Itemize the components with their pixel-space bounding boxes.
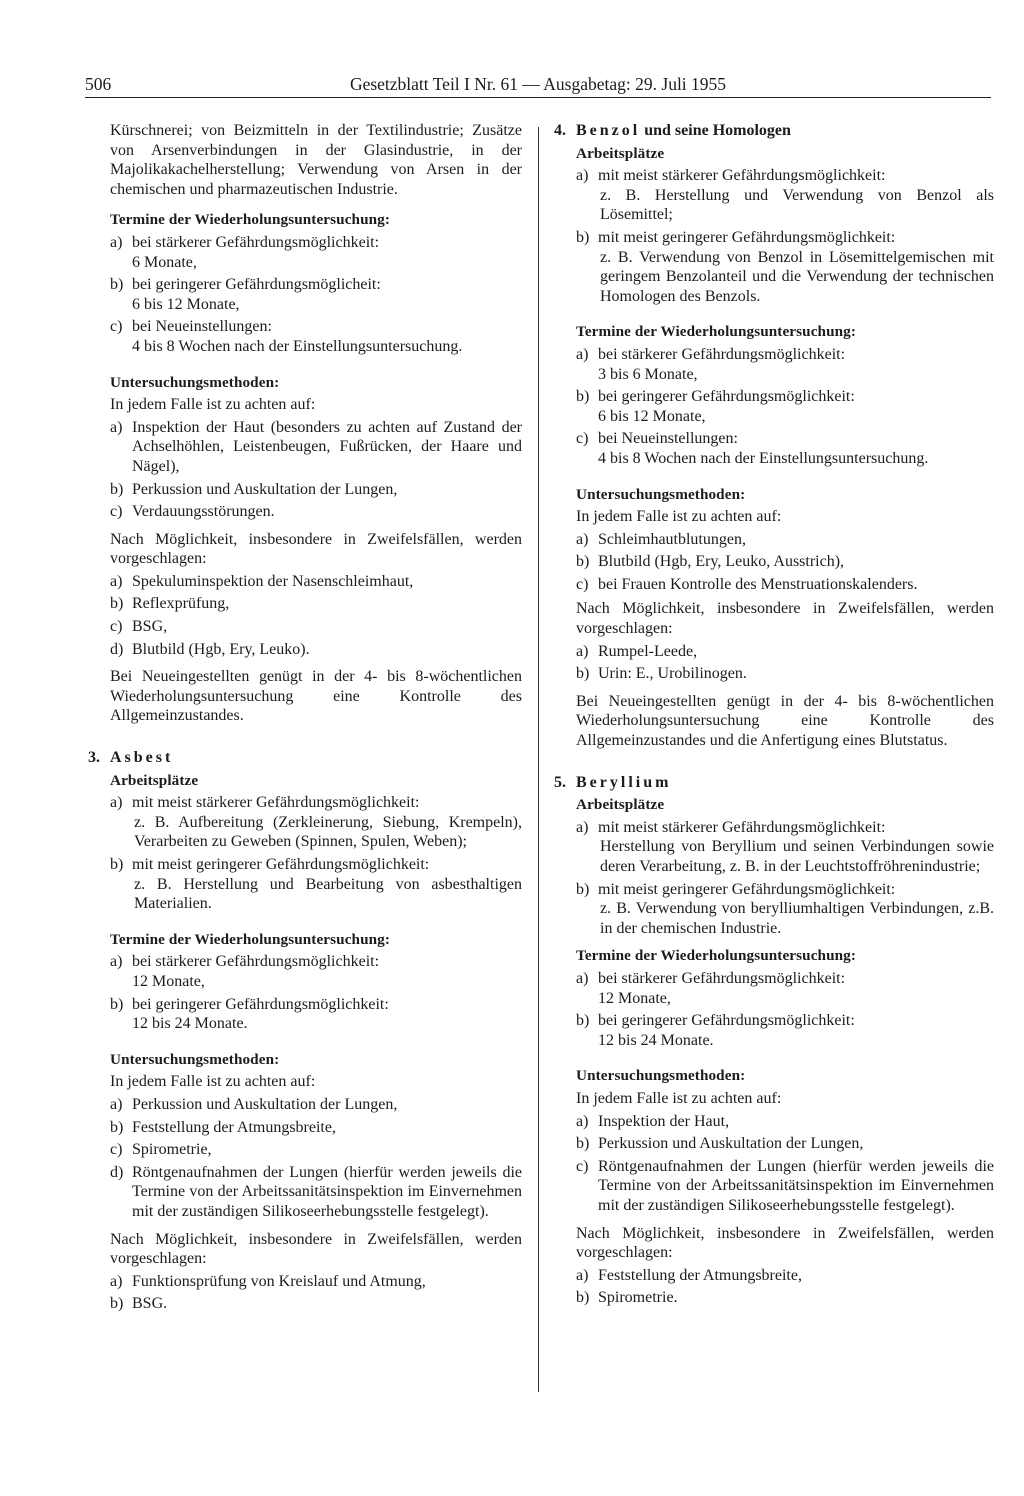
- termine-heading: Termine der Wiederholungsuntersuchung:: [576, 323, 857, 341]
- right-column: [554, 121, 994, 1308]
- list-item-detail: z. B. Aufbereitung (Zerkleinerung, Siebung, Krempeln), Verarbeiten zu Geweben (Spinnen, Spulen, Weben);: [134, 813, 522, 851]
- list-item: d) Röntgenaufnahmen der Lungen (hierfür werden jeweils die Termine von der Arbeitssanitätsinspektion im Einvernehmen mit der zuständigen Silikoseerhebungsstelle festgelegt).: [110, 1163, 522, 1220]
- methoden-heading: Untersuchungsmethoden:: [576, 1067, 746, 1085]
- list-item-detail: 6 bis 12 Monate,: [598, 407, 706, 425]
- list-item: a) mit meist stärkerer Gefährdungsmöglichkeit:: [576, 167, 886, 185]
- moeglichkeit-paragraph: Nach Möglichkeit, insbesondere in Zweifelsfällen, werden vorgeschlagen:: [110, 530, 522, 568]
- termine-heading: Termine der Wiederholungsuntersuchung:: [576, 947, 857, 965]
- list-item-detail: 12 Monate,: [598, 989, 671, 1007]
- section-heading-benzol: 4. Benzol und seine Homologen: [554, 122, 791, 139]
- list-item: c) bei Neueinstellungen:: [576, 430, 738, 448]
- list-item: a) mit meist stärkerer Gefährdungsmöglichkeit:: [110, 794, 420, 812]
- list-item-detail: z. B. Herstellung und Bearbeitung von asbesthaltigen Materialien.: [134, 875, 522, 913]
- termine-heading: Termine der Wiederholungsuntersuchung:: [110, 211, 391, 229]
- list-item: b) Feststellung der Atmungsbreite,: [110, 1118, 336, 1136]
- list-item: a) bei stärkerer Gefährdungsmöglichkeit:: [576, 345, 846, 363]
- list-item: a) Perkussion und Auskultation der Lungen,: [110, 1095, 398, 1113]
- arbeitsplaetze-heading: Arbeitsplätze: [576, 796, 665, 814]
- list-item: c) Röntgenaufnahmen der Lungen (hierfür werden jeweils die Termine von der Arbeitssanitätsinspektion im Einvernehmen mit der zuständigen Silikoseerhebungsstelle festgelegt).: [576, 1157, 994, 1214]
- list-item: b) bei geringerer Gefährdungsmöglichkeit:: [110, 995, 389, 1013]
- neueingestellte-paragraph: Bei Neueingestellten genügt in der 4- bis 8-wöchentlichen Wiederholungsuntersuchung eine Kontrolle des Allgemeinzustandes.: [110, 668, 522, 725]
- list-item: c) bei Frauen Kontrolle des Menstruationskalenders.: [576, 575, 918, 593]
- list-item: a) bei stärkerer Gefährdungsmöglichkeit:: [110, 953, 380, 971]
- list-item: a) bei stärkerer Gefährdungsmöglichkeit:: [576, 969, 846, 987]
- list-item: b) Blutbild (Hgb, Ery, Leuko, Ausstrich),: [576, 553, 845, 571]
- moeglichkeit-paragraph: Nach Möglichkeit, insbesondere in Zweifelsfällen, werden vorgeschlagen:: [110, 1230, 522, 1268]
- left-column: [88, 121, 522, 1314]
- list-item: a) bei stärkerer Gefährdungsmöglichkeit:: [110, 233, 380, 251]
- list-item-detail: 12 bis 24 Monate.: [598, 1031, 714, 1049]
- list-item: c) BSG,: [110, 618, 168, 636]
- list-item: b) Spirometrie.: [576, 1289, 678, 1307]
- list-item: b) Perkussion und Auskultation der Lungen,: [576, 1135, 864, 1153]
- neueingestellte-paragraph: Bei Neueingestellten genügt in der 4- bis 8-wöchentlichen Wiederholungsuntersuchung eine Kontrolle des Allgemeinzustandes und die Anfertigung eines Blutstatus.: [576, 692, 994, 750]
- list-item-detail: Herstellung von Beryllium und seinen Verbindungen sowie deren Verarbeitung, z. B. in der Leuchtstoffröhrenindustrie;: [600, 838, 994, 875]
- list-item-detail: 6 bis 12 Monate,: [132, 295, 240, 313]
- list-item: b) Urin: E., Urobilinogen.: [576, 665, 747, 683]
- section-heading-beryllium: 5. Beryllium: [554, 773, 672, 791]
- header-rule: [85, 97, 991, 98]
- moeglichkeit-paragraph: Nach Möglichkeit, insbesondere in Zweifelsfällen, werden vorgeschlagen:: [576, 1224, 994, 1262]
- list-item: d) Blutbild (Hgb, Ery, Leuko).: [110, 640, 310, 658]
- list-item: a) Rumpel-Leede,: [576, 642, 698, 660]
- list-item-detail: 6 Monate,: [132, 253, 197, 271]
- list-item: b) Perkussion und Auskultation der Lungen,: [110, 480, 398, 498]
- list-item: b) bei geringerer Gefährdungsmöglichkeit:: [576, 1012, 855, 1030]
- list-item: b) mit meist geringerer Gefährdungsmöglichkeit:: [110, 856, 430, 873]
- methoden-heading: Untersuchungsmethoden:: [576, 485, 746, 503]
- list-item: a) Spekuluminspektion der Nasenschleimhaut,: [110, 572, 414, 590]
- list-item-detail: 4 bis 8 Wochen nach der Einstellungsuntersuchung.: [132, 337, 463, 355]
- list-item-detail: z. B. Herstellung und Verwendung von Benzol als Lösemittel;: [600, 186, 994, 224]
- list-item: b) bei geringerer Gefährdungsmöglicheit:: [110, 276, 381, 294]
- list-item-detail: z. B. Verwendung von berylliumhaltigen Verbindungen, z.B. in der chemischen Industrie.: [600, 900, 994, 937]
- list-item: c) Spirometrie,: [110, 1141, 212, 1159]
- list-item-detail: 12 Monate,: [132, 972, 205, 990]
- methoden-heading: Untersuchungsmethoden:: [110, 1050, 280, 1068]
- page-number: 506: [85, 74, 112, 94]
- termine-heading: Termine der Wiederholungsuntersuchung:: [110, 930, 391, 948]
- list-item: b) bei geringerer Gefährdungsmöglichkeit:: [576, 388, 855, 406]
- list-item: a) Schleimhautblutungen,: [576, 530, 746, 548]
- arbeitsplaetze-heading: Arbeitsplätze: [576, 144, 665, 162]
- list-item: c) Verdauungsstörungen.: [110, 503, 275, 521]
- column-divider: [538, 127, 539, 1392]
- section-heading-asbest: 3. Asbest: [88, 749, 174, 767]
- list-item-detail: 3 bis 6 Monate,: [598, 365, 698, 383]
- list-item: b) BSG.: [110, 1295, 168, 1313]
- list-item-detail: 12 bis 24 Monate.: [132, 1015, 248, 1033]
- methoden-intro: In jedem Falle ist zu achten auf:: [110, 1073, 316, 1091]
- methoden-heading: Untersuchungsmethoden:: [110, 373, 280, 391]
- arbeitsplaetze-heading: Arbeitsplätze: [110, 771, 199, 789]
- list-item: a) Feststellung der Atmungsbreite,: [576, 1266, 802, 1284]
- intro-paragraph: Kürschnerei; von Beizmitteln in der Textilindustrie; Zusätze von Arsenverbindungen in der Glasindustrie, in der Majolikakachelherstellung; Verwendung von Arsen in der chemischen und pharmazeutischen Industrie.: [110, 122, 522, 198]
- list-item: b) mit meist geringerer Gefährdungsmöglichkeit:: [576, 228, 896, 246]
- list-item: c) bei Neueinstellungen:: [110, 318, 272, 336]
- list-item-detail: 4 bis 8 Wochen nach der Einstellungsuntersuchung.: [598, 449, 929, 467]
- methoden-intro: In jedem Falle ist zu achten auf:: [576, 508, 782, 526]
- list-item: a) Inspektion der Haut (besonders zu achten auf Zustand der Achselhöhlen, Leistenbeugen, Fußrücken, der Haare und Nägel),: [110, 418, 522, 475]
- list-item: a) mit meist stärkerer Gefährdungsmöglichkeit:: [576, 818, 886, 836]
- list-item: a) Funktionsprüfung von Kreislauf und Atmung,: [110, 1272, 426, 1290]
- page-header: [85, 70, 991, 100]
- moeglichkeit-paragraph: Nach Möglichkeit, insbesondere in Zweifelsfällen, werden vorgeschlagen:: [576, 600, 994, 638]
- header-title: Gesetzblatt Teil I Nr. 61 — Ausgabetag: 29. Juli 1955: [349, 74, 727, 94]
- list-item: b) mit meist geringerer Gefährdungsmöglichkeit:: [576, 880, 896, 898]
- list-item: b) Reflexprüfung,: [110, 595, 230, 613]
- list-item: a) Inspektion der Haut,: [576, 1112, 730, 1130]
- methoden-intro: In jedem Falle ist zu achten auf:: [576, 1089, 782, 1107]
- methoden-intro: In jedem Falle ist zu achten auf:: [110, 396, 316, 414]
- list-item-detail: z. B. Verwendung von Benzol in Lösemittelgemischen mit geringem Benzolanteil und die Verwendung der technischen Homologen des Benzols.: [600, 248, 994, 305]
